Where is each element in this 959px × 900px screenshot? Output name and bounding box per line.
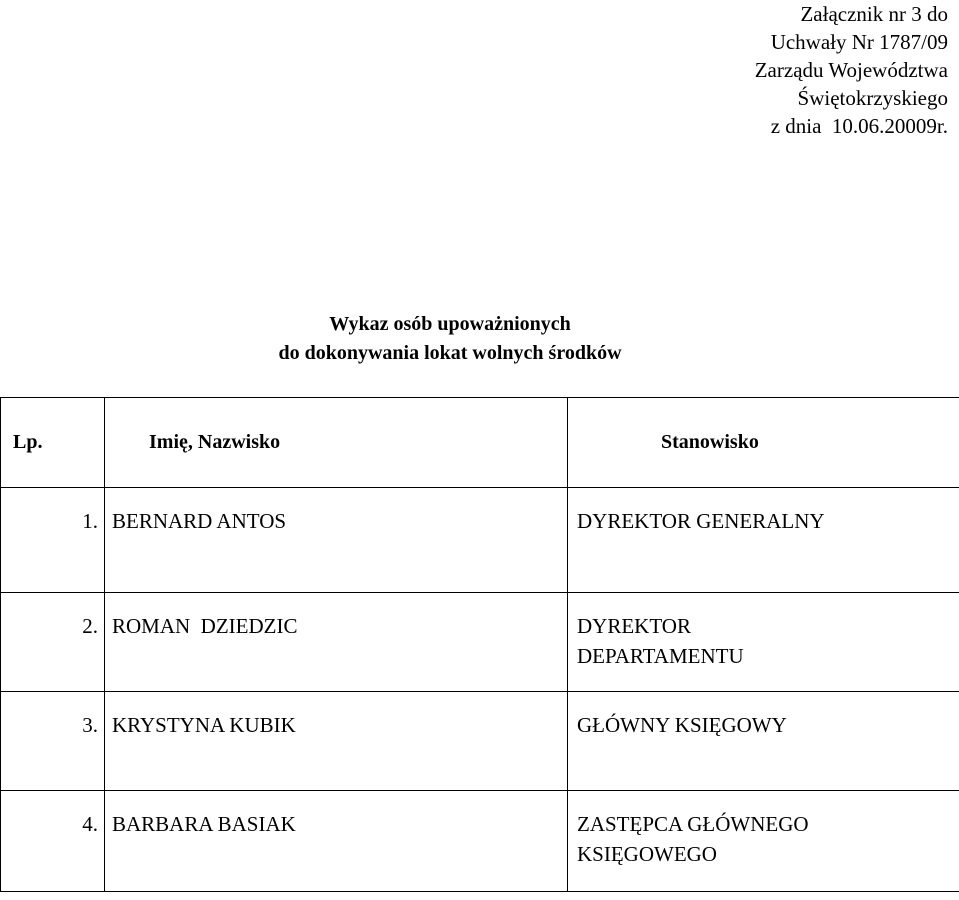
table-row (1, 692, 959, 791)
row-name: BARBARA BASIAK (105, 791, 568, 892)
row-lp: 1. (1, 488, 105, 593)
row-position (568, 593, 959, 692)
row-name: KRYSTYNA KUBIK (105, 692, 568, 791)
row-position (568, 488, 959, 593)
document-title (180, 310, 720, 368)
authorized-persons-table (0, 397, 959, 892)
position-line: DYREKTOR (577, 614, 691, 638)
title-line: Wykaz osób upoważnionych (329, 313, 571, 335)
header-position: Stanowisko (568, 398, 959, 488)
table-row (1, 791, 959, 892)
position-line: KSIĘGOWEGO (577, 842, 717, 866)
row-lp: 3. (1, 692, 105, 791)
position-line: ZASTĘPCA GŁÓWNEGO (577, 812, 809, 836)
table-row (1, 593, 959, 692)
row-lp: 4. (1, 791, 105, 892)
row-position (568, 692, 959, 791)
table-header-row (1, 398, 959, 488)
position-line: DYREKTOR GENERALNY (577, 509, 825, 533)
annex-line: Załącznik nr 3 do (800, 2, 948, 26)
annex-line: Zarządu Województwa (754, 58, 948, 82)
row-position (568, 791, 959, 892)
annex-line: Uchwały Nr 1787/09 (770, 30, 948, 54)
position-line: DEPARTAMENTU (577, 644, 744, 668)
title-line: do dokonywania lokat wolnych środków (278, 342, 622, 364)
row-lp: 2. (1, 593, 105, 692)
annex-line: Świętokrzyskiego (797, 86, 948, 110)
annex-date: z dnia 10.06.20009r. (770, 114, 948, 138)
header-lp: Lp. (1, 398, 105, 488)
annex-header (755, 0, 948, 140)
row-name: BERNARD ANTOS (105, 488, 568, 593)
header-name: Imię, Nazwisko (105, 398, 568, 488)
row-name: ROMAN DZIEDZIC (105, 593, 568, 692)
table-row (1, 488, 959, 593)
position-line: GŁÓWNY KSIĘGOWY (577, 713, 787, 737)
